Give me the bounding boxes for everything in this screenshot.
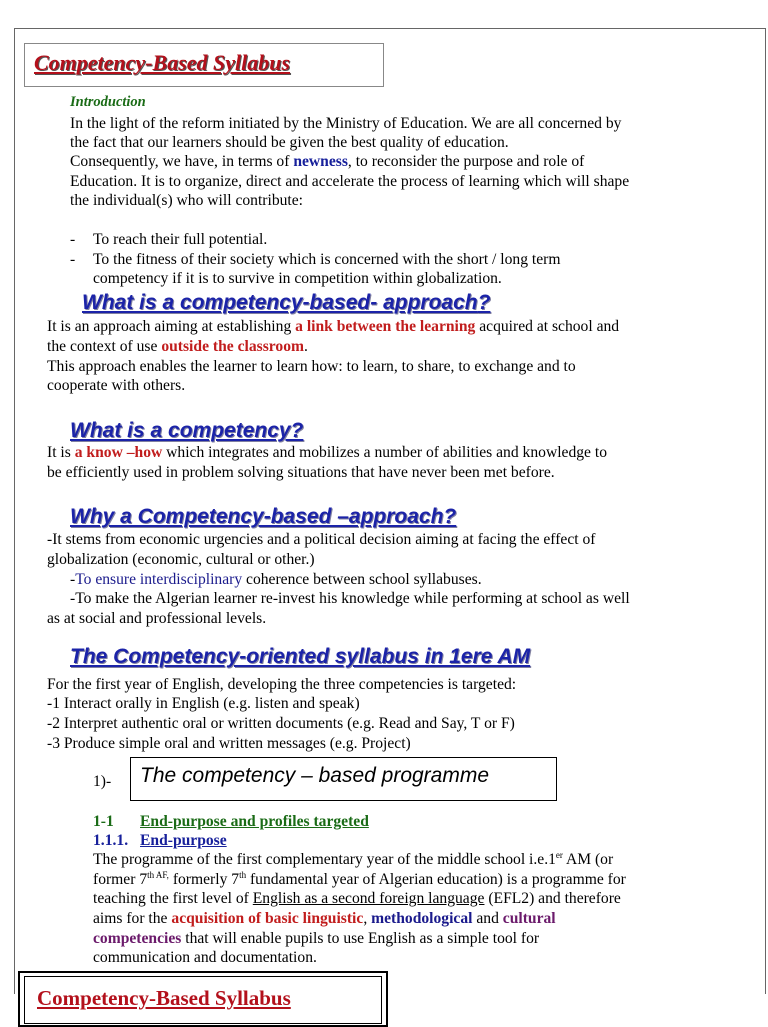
text: AM (or <box>562 851 614 868</box>
programme-para-3 <box>93 889 621 909</box>
approach-heading <box>82 291 490 315</box>
oriented-line-2: -1 Interact orally in English (e.g. listen and speak) <box>47 695 360 712</box>
competency-heading: What is a competency? <box>70 419 304 442</box>
text: formerly 7 <box>168 871 240 888</box>
text: former 7 <box>93 871 148 888</box>
text: , <box>363 910 372 927</box>
newness-highlight: newness <box>293 153 348 170</box>
oriented-line-3: -2 Interpret authentic oral or written documents (e.g. Read and Say, T or F) <box>47 715 515 732</box>
text: - <box>70 571 76 588</box>
text: that will enable pupils to use English as a simple tool for <box>181 930 540 947</box>
why-line-4: -To make the Algerian learner re-invest his knowledge while performing at school as well <box>70 590 630 607</box>
text: which integrates and mobilizes a number of abilities and knowledge to <box>162 444 607 461</box>
sub1-number: 1-1 <box>93 813 114 830</box>
programme-para-1 <box>93 850 613 870</box>
oriented-line-4: -3 Produce simple oral and written messages (e.g. Project) <box>47 735 411 752</box>
text: It is an approach aiming at establishing <box>47 318 296 335</box>
competency-line-1 <box>47 443 607 463</box>
programme-title: The competency – based programme <box>140 764 490 787</box>
text: . <box>303 338 308 355</box>
approach-line-4: cooperate with others. <box>47 377 186 394</box>
intro-line-5: the individual(s) who will contribute: <box>70 192 304 209</box>
text: ? <box>477 291 491 314</box>
why-line-2: globalization (economic, cultural or other.) <box>47 551 315 568</box>
text: The programme of the first complementary year of the middle school i.e.1 <box>93 851 556 868</box>
approach-line-2 <box>47 337 308 357</box>
text: Consequently, we have, in terms of <box>70 153 294 170</box>
why-line-3 <box>70 570 482 590</box>
text: fundamental year of Algerian education) is a programme for <box>246 871 626 888</box>
approach-line-3: This approach enables the learner to learn how: to learn, to share, to exchange and to <box>47 358 576 375</box>
why-heading: Why a Competency-based –approach? <box>70 505 457 528</box>
intro-line-1: In the light of the reform initiated by the Ministry of Education. We are all concerned by <box>70 115 622 132</box>
bullet-2-line-1: To the fitness of their society which is concerned with the short / long term <box>93 251 561 268</box>
competencies-highlight: competencies <box>93 930 182 947</box>
oriented-line-1: For the first year of English, developing the three competencies is targeted: <box>47 676 517 693</box>
text: and <box>472 910 503 927</box>
text: teaching the first level of <box>93 890 253 907</box>
know-how-highlight: a know –how <box>74 444 163 461</box>
text: acquired at school and <box>475 318 620 335</box>
sub2-title: End-purpose <box>140 832 227 849</box>
link-highlight: a link between the learning <box>295 318 476 335</box>
interdisciplinary-highlight: To ensure interdisciplinary <box>75 571 243 588</box>
text: aims for the <box>93 910 172 927</box>
bullet-2-line-2: competency if it is to survive in competition within globalization. <box>93 270 502 287</box>
approach-line-1 <box>47 317 619 337</box>
text: , to reconsider the purpose and role of <box>347 153 585 170</box>
text: What is a competency-based- approach <box>82 291 478 314</box>
linguistic-highlight: acquisition of basic linguistic <box>171 910 364 927</box>
why-line-5: as at social and professional levels. <box>47 610 267 627</box>
programme-para-6: communication and documentation. <box>93 949 317 966</box>
bullet-1: To reach their full potential. <box>93 231 268 248</box>
intro-line-2: the fact that our learners should be given the best quality of education. <box>70 134 509 151</box>
outside-classroom-highlight: outside the classroom <box>161 338 304 355</box>
footer-title: Competency-Based Syllabus <box>37 986 291 1010</box>
programme-number: 1)- <box>93 773 112 790</box>
methodological-highlight: methodological <box>371 910 473 927</box>
efl2-underline: English as a second foreign language <box>252 890 485 907</box>
text: the context of use <box>47 338 162 355</box>
intro-line-4: Education. It is to organize, direct and accelerate the process of learning which will shape <box>70 173 630 190</box>
oriented-heading: The Competency-oriented syllabus in 1ere AM <box>70 645 531 668</box>
bullet-dash-2: - <box>70 251 76 268</box>
sub1-title: End-purpose and profiles targeted <box>140 813 369 830</box>
intro-heading: Introduction <box>70 94 146 110</box>
programme-para-2 <box>93 870 626 890</box>
text: coherence between school syllabuses. <box>242 571 482 588</box>
programme-para-5 <box>93 929 539 949</box>
text: It is <box>47 444 75 461</box>
programme-para-4 <box>93 909 556 929</box>
why-line-1: -It stems from economic urgencies and a political decision aiming at facing the effect of <box>47 531 596 548</box>
sub2-number: 1.1.1. <box>93 832 129 849</box>
bullet-dash-1: - <box>70 231 76 248</box>
page-title: Competency-Based Syllabus <box>34 50 291 75</box>
sup: th <box>239 869 247 880</box>
text: (EFL2) and therefore <box>484 890 621 907</box>
sup: er <box>555 849 563 860</box>
sup: th AF, <box>147 869 169 880</box>
cultural-highlight: cultural <box>502 910 556 927</box>
competency-line-2: be efficiently used in problem solving situations that have never been met before. <box>47 464 555 481</box>
intro-line-3 <box>70 152 584 172</box>
